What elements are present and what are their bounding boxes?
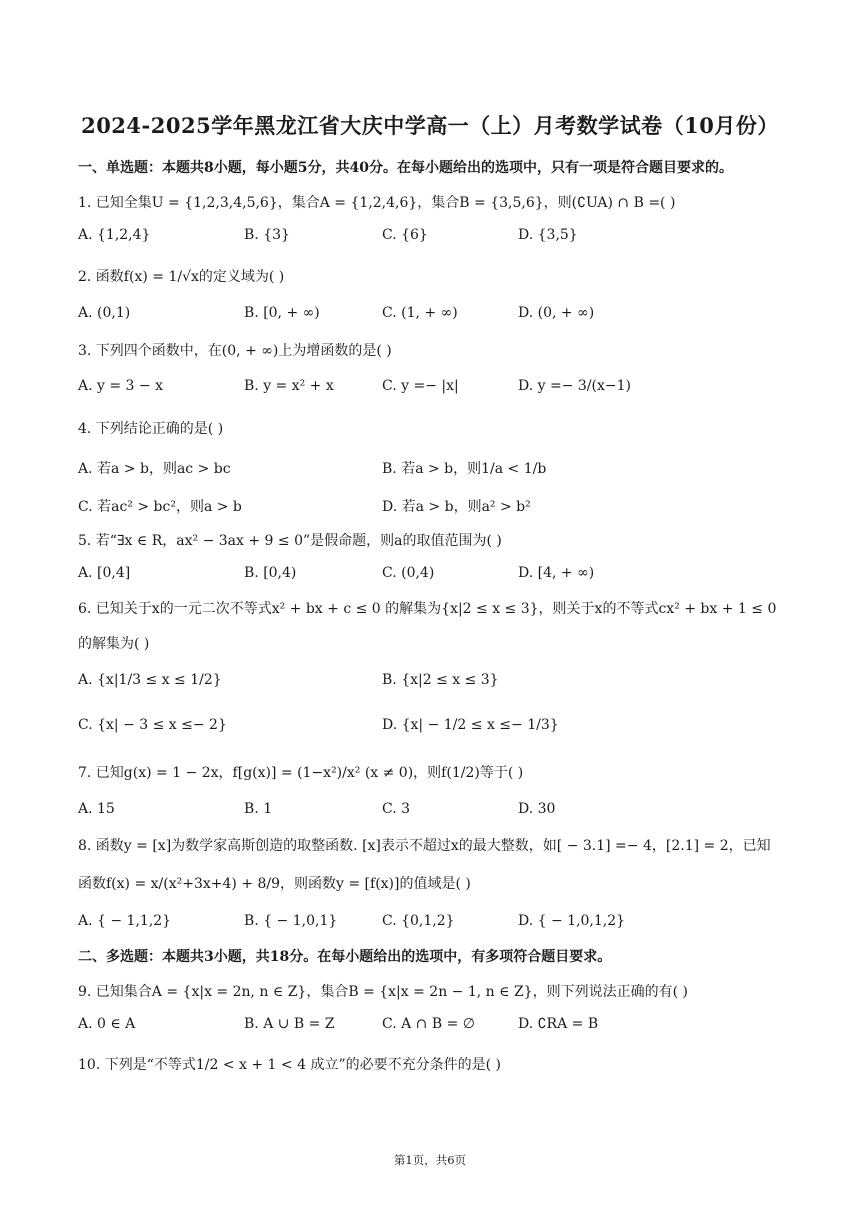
q5-option-d: D. [4, + ∞) [518, 565, 595, 581]
question-3: 3. 下列四个函数中，在(0, + ∞)上为增函数的是( ) [78, 343, 392, 359]
question-8-continued: 函数f(x) = x/(x²+3x+4) + 8/9，则函数y = [f(x)]的值域是( ) [78, 876, 471, 892]
q6-option-d: D. {x| − 1/2 ≤ x ≤− 1/3} [382, 717, 559, 733]
q5-option-a: A. [0,4] [78, 565, 131, 581]
section-heading-multiple-choice: 二、多选题：本题共3小题，共18分。在每小题给出的选项中，有多项符合题目要求。 [78, 949, 612, 965]
question-4: 4. 下列结论正确的是( ) [78, 421, 224, 437]
q2-option-b: B. [0, + ∞) [244, 305, 320, 321]
q8-option-b: B. { − 1,0,1} [244, 913, 338, 929]
q7-option-c: C. 3 [382, 801, 411, 817]
q1-option-c: C. {6} [382, 227, 428, 243]
q3-option-c: C. y =− |x| [382, 378, 459, 394]
q2-option-d: D. (0, + ∞) [518, 305, 595, 321]
q1-option-b: B. {3} [244, 227, 290, 243]
q9-option-a: A. 0 ∈ A [78, 1016, 136, 1032]
q6-option-b: B. {x|2 ≤ x ≤ 3} [382, 672, 499, 688]
q9-option-c: C. A ∩ B = ∅ [382, 1016, 475, 1032]
question-9: 9. 已知集合A = {x|x = 2n, n ∈ Z}，集合B = {x|x = 2n − 1, n ∈ Z}，则下列说法正确的有( ) [78, 984, 688, 1000]
q5-option-b: B. [0,4) [244, 565, 297, 581]
q6-option-a: A. {x|1/3 ≤ x ≤ 1/2} [78, 672, 222, 688]
q7-option-b: B. 1 [244, 801, 273, 817]
q3-option-b: B. y = x² + x [244, 378, 334, 394]
q8-option-a: A. { − 1,1,2} [78, 913, 172, 929]
question-8: 8. 函数y = [x]为数学家高斯创造的取整函数. [x]表示不超过x的最大整数，如[ − 3.1] =− 4，[2.1] = 2，已知 [78, 838, 771, 854]
page-footer: 第1页，共6页 [393, 1153, 467, 1167]
exam-title: 2024-2025学年黑龙江省大庆中学高一（上）月考数学试卷（10月份） [81, 113, 779, 138]
q6-option-c: C. {x| − 3 ≤ x ≤− 2} [78, 717, 227, 733]
q5-option-c: C. (0,4) [382, 565, 435, 581]
q4-option-b: B. 若a > b，则1/a < 1/b [382, 461, 547, 477]
q4-option-a: A. 若a > b，则ac > bc [78, 461, 231, 477]
question-1: 1. 已知全集U = {1,2,3,4,5,6}，集合A = {1,2,4,6}，集合B = {3,5,6}，则(∁UA) ∩ B =( ) [78, 195, 676, 211]
q4-option-c: C. 若ac² > bc²，则a > b [78, 499, 242, 515]
q4-option-d: D. 若a > b，则a² > b² [382, 499, 531, 515]
q9-option-d: D. ∁RA = B [518, 1016, 599, 1032]
q2-option-c: C. (1, + ∞) [382, 305, 458, 321]
question-5: 5. 若“∃x ∈ R，ax² − 3ax + 9 ≤ 0”是假命题，则a的取值范围为( ) [78, 533, 502, 549]
q7-option-d: D. 30 [518, 801, 556, 817]
question-2: 2. 函数f(x) = 1/√x的定义域为( ) [78, 269, 285, 285]
q3-option-a: A. y = 3 − x [78, 378, 163, 394]
q9-option-b: B. A ∪ B = Z [244, 1016, 335, 1032]
section-heading-single-choice: 一、单选题：本题共8小题，每小题5分，共40分。在每小题给出的选项中，只有一项是符合题目要求的。 [78, 160, 733, 176]
question-10: 10. 下列是“不等式1/2 < x + 1 < 4 成立”的必要不充分条件的是( ) [78, 1057, 501, 1073]
q2-option-a: A. (0,1) [78, 305, 131, 321]
q7-option-a: A. 15 [78, 801, 115, 817]
question-6-continued: 的解集为( ) [78, 636, 150, 652]
q1-option-a: A. {1,2,4} [78, 227, 151, 243]
q8-option-c: C. {0,1,2} [382, 913, 455, 929]
q3-option-d: D. y =− 3/(x−1) [518, 378, 631, 394]
question-7: 7. 已知g(x) = 1 − 2x，f[g(x)] = (1−x²)/x² (x ≠ 0)，则f(1/2)等于( ) [78, 765, 524, 781]
q1-option-d: D. {3,5} [518, 227, 578, 243]
question-6: 6. 已知关于x的一元二次不等式x² + bx + c ≤ 0 的解集为{x|2 ≤ x ≤ 3}，则关于x的不等式cx² + bx + 1 ≤ 0 [78, 601, 777, 617]
q8-option-d: D. { − 1,0,1,2} [518, 913, 626, 929]
